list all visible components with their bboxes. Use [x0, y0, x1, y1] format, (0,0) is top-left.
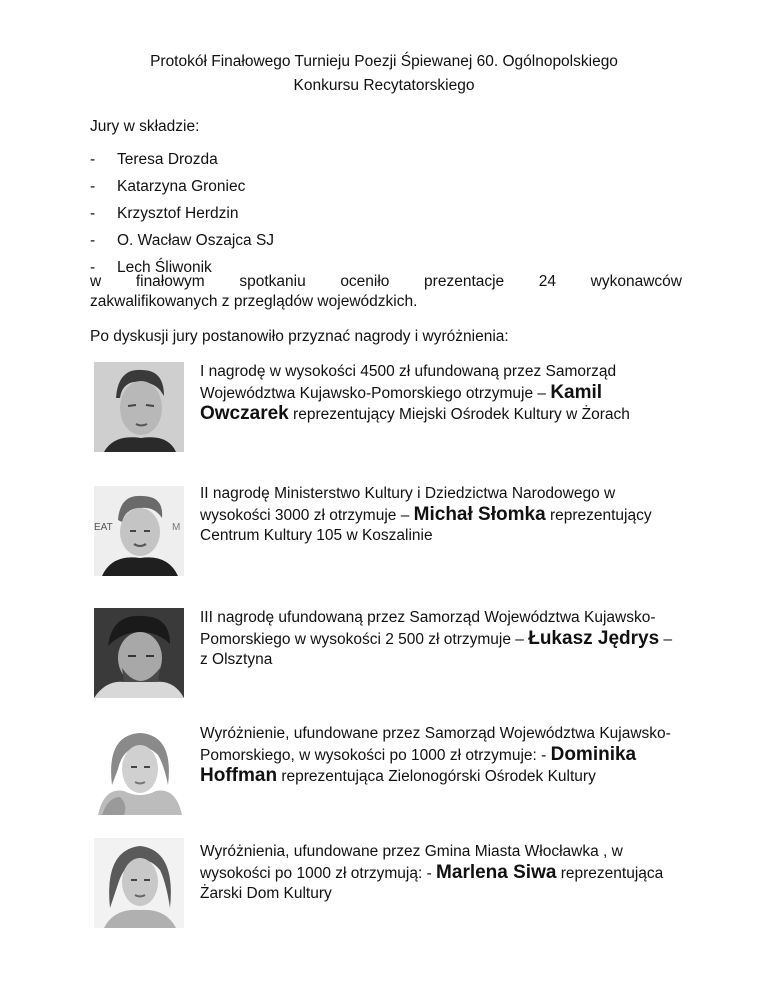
award-2: II nagrodę Ministerstwo Kultury i Dziedzictwa Narodowego w wysokości 3000 zł otrzymuje – Michał Słomka reprezentujący Centrum Kultury 105 w Koszalinie	[200, 485, 652, 544]
jury-list	[90, 150, 274, 278]
jury-member: - Krzysztof Herdzin	[90, 205, 239, 222]
laureate-photo-3	[94, 608, 184, 698]
award-4: Wyróżnienie, ufundowane przez Samorząd Województwa Kujawsko-Pomorskiego, w wysokości po 1000 zł otrzymuje: - Dominika Hoffman reprezentująca Zielonogórski Ośrodek Kultury	[200, 725, 671, 786]
award-5: Wyróżnienia, ufundowane przez Gmina Miasta Włocławka , w wysokości po 1000 zł otrzymują: - Marlena Siwa reprezentująca Żarski Dom Kultury	[200, 843, 664, 902]
document-title	[0, 50, 768, 98]
title-line-2: Konkursu Recytatorskiego	[293, 77, 475, 94]
jury-heading: Jury w składzie:	[90, 118, 200, 135]
laureate-name: Marlena Siwa	[436, 861, 557, 883]
laureate-name: Łukasz Jędrys	[528, 627, 660, 649]
svg-text:M: M	[172, 522, 181, 533]
award-3: III nagrodę ufundowaną przez Samorząd Województwa Kujawsko-Pomorskiego w wysokości 2 500 zł otrzymuje – Łukasz Jędrys – z Olsztyna	[200, 609, 673, 668]
jury-member: - Teresa Drozda	[90, 151, 218, 168]
laureate-name: Dominika Hoffman	[200, 743, 637, 786]
decision-text: Po dyskusji jury postanowiło przyznać nagrody i wyróżnienia:	[90, 328, 509, 345]
laureate-name: Kamil Owczarek	[200, 381, 603, 424]
laureate-name: Michał Słomka	[413, 503, 546, 525]
title-line-1: Protokół Finałowego Turnieju Poezji Śpiewanej 60. Ogólnopolskiego	[150, 53, 618, 70]
laureate-photo-4	[94, 725, 184, 815]
svg-text:EAT: EAT	[94, 522, 113, 533]
laureate-photo-5	[94, 838, 184, 928]
jury-member: - O. Wacław Oszajca SJ	[90, 232, 275, 249]
laureate-photo-1	[94, 362, 184, 452]
award-1: I nagrodę w wysokości 4500 zł ufundowaną przez Samorząd Województwa Kujawsko-Pomorskiego otrzymuje – Kamil Owczarek reprezentujący Miejski Ośrodek Kultury w Żorach	[200, 363, 630, 424]
laureate-photo-2	[94, 486, 184, 576]
intro-line-1: w finałowym spotkaniu oceniło prezentacje 24 wykonawców	[90, 273, 682, 290]
intro-line-2: zakwalifikowanych z przeglądów wojewódzkich.	[90, 293, 418, 310]
jury-member: - Lech Śliwonik	[90, 259, 212, 276]
intro-paragraph	[90, 272, 682, 312]
jury-member: - Katarzyna Groniec	[90, 178, 246, 195]
